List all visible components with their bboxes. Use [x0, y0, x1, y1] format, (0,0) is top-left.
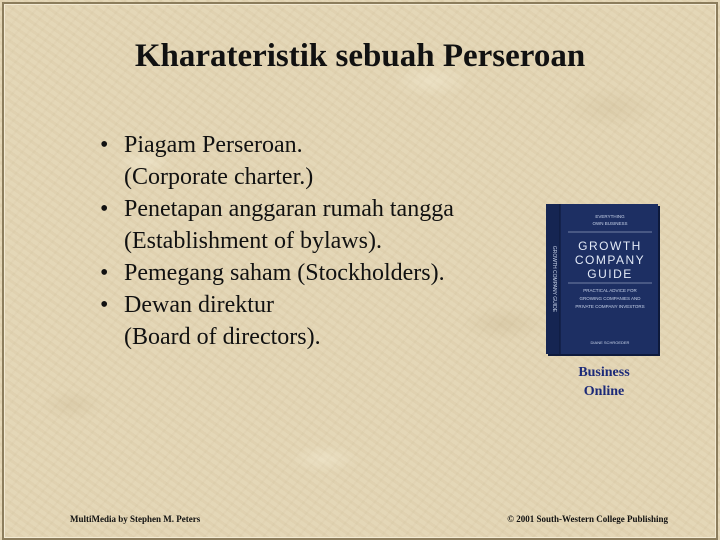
bullet-marker: • [100, 292, 109, 318]
book-caption [556, 363, 652, 401]
bullet-text: Penetapan anggaran rumah tangga [124, 196, 454, 222]
caption-line-1: Business [578, 365, 630, 380]
bullet-marker: • [100, 196, 109, 222]
bullet-item-4 [100, 289, 540, 353]
bullet-text: Pemegang saham (Stockholders). [124, 260, 445, 286]
bullet-subtext: (Board of directors). [124, 324, 321, 350]
book-cover-image [546, 204, 660, 356]
footer-copyright: © 2001 South-Western College Publishing [507, 514, 668, 524]
book-top-text-1: EVERYTHING [595, 214, 625, 219]
book-top-text-2: OWN BUSINESS [592, 221, 628, 226]
bullet-subtext: (Corporate charter.) [124, 164, 314, 190]
book-subtitle-3: PRIVATE COMPANY INVESTORS [575, 304, 645, 309]
slide-title: Kharateristik sebuah Perseroan [134, 38, 586, 74]
caption-line-2: Online [583, 384, 625, 399]
book-spine-text: GROWTH COMPANY GUIDE [551, 245, 557, 313]
book-title-1: GROWTH [578, 239, 642, 253]
bullet-item-2 [100, 193, 540, 257]
bullet-item-1 [100, 129, 540, 193]
footer-credit: MultiMedia by Stephen M. Peters [70, 514, 201, 524]
bullet-subtext: (Establishment of bylaws). [124, 228, 382, 254]
book-title-3: GUIDE [587, 267, 633, 281]
bullet-text: Dewan direktur [124, 292, 274, 318]
book-subtitle-2: GROWING COMPANIES AND [579, 296, 641, 301]
bullet-text: Piagam Perseroan. [124, 132, 303, 158]
book-subtitle-1: PRACTICAL ADVICE FOR [583, 288, 637, 293]
bullet-marker: • [100, 260, 109, 286]
book-title-2: COMPANY [574, 253, 646, 267]
bullet-list [100, 129, 540, 353]
bullet-item-3 [100, 257, 540, 289]
book-author: DIANE SCHROEDER [590, 340, 630, 345]
bullet-marker: • [100, 132, 109, 158]
